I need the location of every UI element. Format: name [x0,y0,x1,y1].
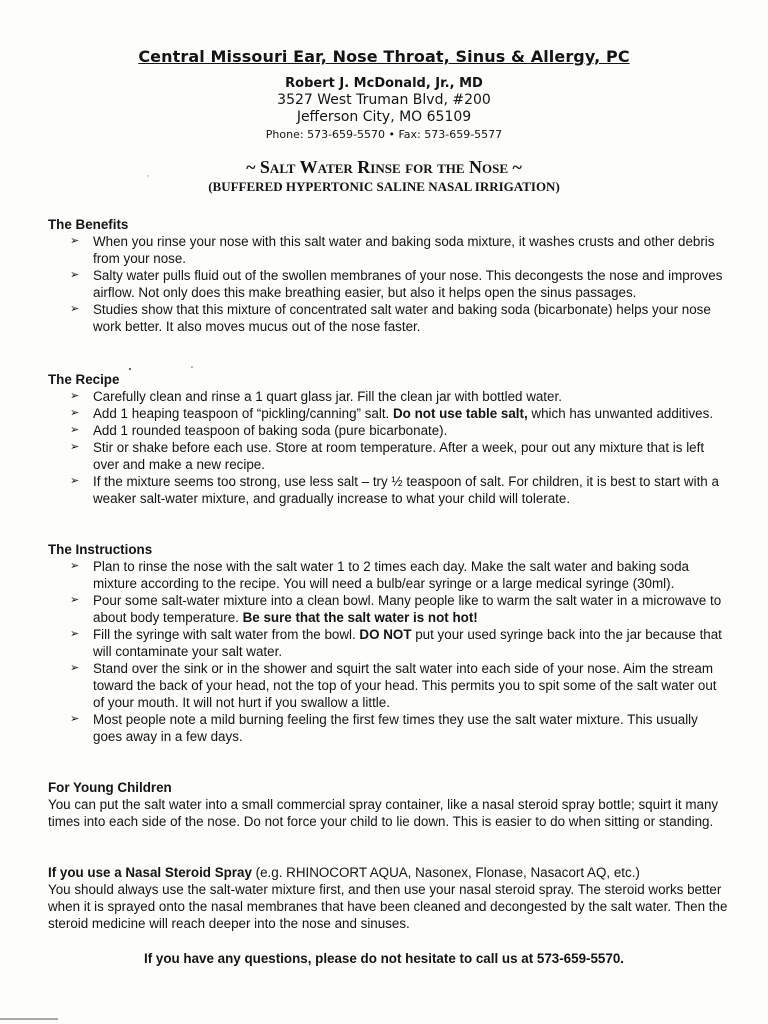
recipe-list [48,388,728,507]
instructions-heading: The Instructions [48,542,153,557]
list-item [48,267,728,301]
list-item [48,233,728,267]
list-item [48,301,728,335]
list-item [48,592,728,626]
list-item-text: Most people note a mild burning feeling the first few times they use the salt water mixture. This usually goes away in a few days. [93,712,698,744]
list-item-bold-text: DO NOT [359,627,412,642]
city-state-zip: Jefferson City, MO 65109 [296,109,472,125]
arrow-bullet-icon: ➢ [70,235,80,247]
list-item-text: Stir or shake before each use. Store at room temperature. After a week, pour out any mixture that is left over and make a new recipe. [93,440,705,472]
list-item [48,473,728,507]
list-item [48,388,728,405]
arrow-bullet-icon: ➢ [70,407,80,419]
list-item-text: Carefully clean and rinse a 1 quart glass jar. Fill the clean jar with bottled water. [93,389,562,404]
list-item-bold-text: Do not use table salt, [393,406,528,421]
arrow-bullet-icon: ➢ [70,303,80,315]
steroid-spray-examples: (e.g. RHINOCORT AQUA, Nasonex, Flonase, Nasacort AQ, etc.) [251,865,640,880]
list-item-text: Add 1 heaping teaspoon of “pickling/canning” salt. [93,406,394,421]
arrow-bullet-icon: ➢ [70,475,80,487]
list-item [48,405,728,422]
list-item [48,711,728,745]
list-item-text: When you rinse your nose with this salt water and baking soda mixture, it washes crusts and other debris from your nose. [93,234,715,266]
recipe-section [48,371,728,507]
arrow-bullet-icon: ➢ [70,441,80,453]
arrow-bullet-icon: ➢ [70,560,80,572]
practice-name: Central Missouri Ear, Nose Throat, Sinus & Allergy, PC [138,47,630,66]
arrow-bullet-icon: ➢ [70,628,80,640]
benefits-list [48,233,728,335]
list-item-text: Fill the syringe with salt water from the bowl. [93,627,360,642]
young-children-heading: For Young Children [48,780,172,795]
letterhead [0,46,768,142]
instructions-list [48,558,728,745]
steroid-spray-heading: If you use a Nasal Steroid Spray [48,865,252,880]
arrow-bullet-icon: ➢ [70,713,80,725]
list-item-text: Pour some salt-water mixture into a clean bowl. Many people like to warm the salt water in a microwave to about body temperature. [93,593,722,625]
list-item [48,660,728,711]
arrow-bullet-icon: ➢ [70,424,80,436]
list-item [48,558,728,592]
list-item-text: which has unwanted additives. [527,406,714,421]
young-children-body: You can put the salt water into a small commercial spray container, like a nasal steroid spray bottle; squirt it many times into each side of the nose. Do not force your child to lie down. This is easier to do when sitting or standing. [48,797,719,829]
arrow-bullet-icon: ➢ [70,269,80,281]
phone-fax: Phone: 573-659-5570 • Fax: 573-659-5577 [265,128,503,141]
closing-note: If you have any questions, please do not hesitate to call us at 573-659-5570. [144,951,624,966]
young-children-section [48,779,728,830]
benefits-section [48,216,728,335]
recipe-heading: The Recipe [48,372,120,387]
list-item-text: Stand over the sink or in the shower and squirt the salt water into each side of your nose. Aim the stream toward the back of your head, not the top of your head. This permits you to spit some of the salt water out of your mouth. It will not hurt if you swallow a little. [93,661,717,710]
arrow-bullet-icon: ➢ [70,390,80,402]
instructions-section [48,541,728,745]
street-address: 3527 West Truman Blvd, #200 [277,92,491,108]
list-item-text: put your used syringe back into the jar because that will contaminate your salt water. [93,627,722,659]
list-item-text: If the mixture seems too strong, use less salt – try ½ teaspoon of salt. For children, it is best to start with a weaker salt-water mixture, and gradually increase to what your child will tolerate. [93,474,719,506]
list-item-text: Add 1 rounded teaspoon of baking soda (pure bicarbonate). [93,423,448,438]
steroid-spray-body: You should always use the salt-water mixture first, and then use your nasal steroid spray. The steroid works better when it is sprayed onto the nasal membranes that have been cleaned and decongested by the salt water. Then the steroid medicine will reach deeper into the nose and sinuses. [48,882,728,931]
list-item [48,626,728,660]
document-title: ~ Salt Water Rinse for the Nose ~ [246,157,522,177]
list-item-text: Plan to rinse the nose with the salt water 1 to 2 times each day. Make the salt water and baking soda mixture according to the recipe. You will need a bulb/ear syringe or a large medical syringe (30ml). [93,559,689,591]
list-item-text: Studies show that this mixture of concentrated salt water and baking soda (bicarbonate) helps your nose work better. It also moves mucus out of the nose faster. [93,302,711,334]
list-item [48,439,728,473]
list-item-bold-text: Be sure that the salt water is not hot! [242,610,478,625]
steroid-spray-section [48,864,728,932]
arrow-bullet-icon: ➢ [70,594,80,606]
list-item-text: Salty water pulls fluid out of the swollen membranes of your nose. This decongests the nose and improves airflow. Not only does this make breathing easier, but also it helps open the sinus passages. [93,268,723,300]
arrow-bullet-icon: ➢ [70,662,80,674]
title-block [0,156,768,195]
document-subtitle: (BUFFERED HYPERTONIC SALINE NASAL IRRIGATION) [208,179,560,194]
benefits-heading: The Benefits [48,217,129,232]
doctor-name: Robert J. McDonald, Jr., MD [285,76,483,91]
list-item [48,422,728,439]
steroid-spray-paragraph [48,864,728,932]
